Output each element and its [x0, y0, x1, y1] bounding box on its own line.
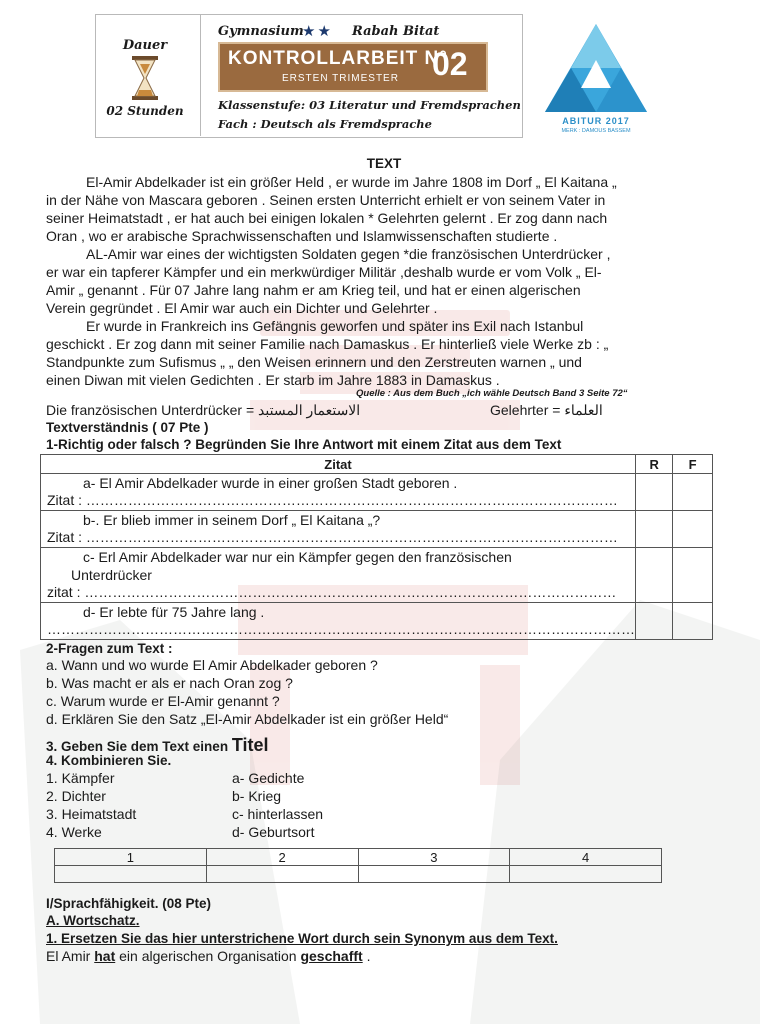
text-line: er war ein tapferer Kämpfer und ein merkwürdiger Militär ,deshalb wurde er vom Volk „ El- [46, 264, 602, 280]
text-line: Standpunkte zum Sufismus „ „ den Weisen erinnern und den Zerstreuten warnen „ und [46, 354, 582, 370]
question-1: 1-Richtig oder falsch ? Begründen Sie Ihre Antwort mit einem Zitat aus dem Text [46, 437, 562, 452]
text-line: Verein gegründet . El Amir war auch ein Dichter und Gelehrter . [46, 300, 438, 316]
left-term: 2. Dichter [46, 788, 106, 804]
f-checkbox[interactable] [673, 548, 713, 603]
text-line: Oran , wo er arabische Sprachwissenschaften und Islamwissenschaften studierte . [46, 228, 558, 244]
r-checkbox[interactable] [636, 548, 673, 603]
f-checkbox[interactable] [673, 474, 713, 511]
source-note: Quelle : Aus dem Buch „ich wähle Deutsch Band 3 Seite 72“ [356, 388, 628, 399]
question-item: d. Erklären Sie den Satz „El-Amir Abdelkader ist ein größer Held“ [46, 711, 449, 727]
true-false-table [40, 454, 713, 640]
match-answer-cell[interactable] [206, 866, 358, 883]
statement-text: d- Er lebte für 75 Jahre lang . [83, 604, 265, 620]
header-divider [200, 14, 201, 136]
zitat-field[interactable]: ……………………………………………………………………………………………………………… [47, 621, 635, 637]
right-term: c- hinterlassen [232, 806, 324, 822]
question-2: 2-Fragen zum Text : [46, 641, 173, 656]
zitat-field[interactable]: Zitat : …………………………………………………………………………………………………… [47, 529, 618, 545]
r-checkbox[interactable] [636, 603, 673, 640]
col-header-r: R [636, 455, 673, 474]
left-term: 3. Heimatstadt [46, 806, 137, 822]
question-3-emphasis: Titel [231, 735, 269, 755]
star-icons: ★★ [302, 23, 333, 40]
right-term: d- Geburtsort [232, 824, 315, 840]
vocabulary-heading: A. Wortschatz. [46, 913, 140, 928]
logo-subtext: MERK : DAMOUS BASSEM [561, 128, 631, 134]
left-term: 1. Kämpfer [46, 770, 115, 786]
underlined-word: hat [94, 948, 116, 964]
text-line: in der Nähe von Mascara geboren . Seinen ersten Unterricht erhielt er von seinem Vater in [46, 192, 606, 208]
duration-label: Dauer [122, 38, 168, 53]
school-name: Rabah Bitat [352, 24, 440, 39]
statement-text: c- Erl Amir Abdelkader war nur ein Kämpfer gegen den französischen [83, 549, 512, 565]
question-3-text: 3. Geben Sie dem Text einen [46, 739, 229, 754]
text-title: TEXT [366, 156, 402, 171]
hourglass-icon [132, 56, 158, 100]
exam-banner [218, 42, 488, 92]
col-header-f: F [673, 455, 713, 474]
glossary-entry: Die französischen Unterdrücker = الاستعمار المستبد [46, 402, 361, 418]
table-row [41, 603, 713, 640]
r-checkbox[interactable] [636, 474, 673, 511]
f-checkbox[interactable] [673, 511, 713, 548]
r-checkbox[interactable] [636, 511, 673, 548]
match-header: 3 [358, 849, 510, 866]
col-header-zitat: Zitat [41, 455, 636, 474]
sentence-part: ein algerischen Organisation [115, 948, 301, 964]
f-checkbox[interactable] [673, 603, 713, 640]
text-line: Er wurde in Frankreich ins Gefängnis geworfen und später ins Exil nach Istanbul [86, 318, 584, 334]
zitat-field[interactable]: Zitat : …………………………………………………………………………………………………… [47, 492, 618, 508]
class-level: Klassenstufe: 03 Literatur und Fremdsprachen [218, 98, 521, 112]
match-answer-cell[interactable] [510, 866, 662, 883]
text-line: AL-Amir war eines der wichtigsten Soldaten gegen *die französischen Unterdrücker , [86, 246, 611, 262]
question-item: b. Was macht er als er nach Oran zog ? [46, 675, 293, 691]
statement-text: b-. Er blieb immer in seinem Dorf „ El Kaitana „? [83, 512, 381, 528]
left-term: 4. Werke [46, 824, 102, 840]
question-item: c. Warum wurde er El-Amir genannt ? [46, 693, 280, 709]
match-answer-cell[interactable] [358, 866, 510, 883]
logo-text: ABITUR 2017 [562, 116, 630, 126]
vocabulary-sentence [46, 948, 370, 964]
table-row [41, 511, 713, 548]
match-header: 4 [510, 849, 662, 866]
statement-text: Unterdrücker [71, 567, 152, 583]
matching-table [54, 848, 662, 883]
comprehension-heading: Textverständnis ( 07 Pte ) [46, 420, 209, 435]
text-line: geschickt . Er zog dann mit seiner Familie nach Damaskus . Er hinterließ viele Werke zb : „ [46, 336, 609, 352]
sentence-part: . [362, 948, 371, 964]
vocabulary-task: 1. Ersetzen Sie das hier unterstrichene Wort durch sein Synonym aus dem Text. [46, 931, 558, 946]
match-header: 2 [206, 849, 358, 866]
triangle-logo-icon [543, 22, 649, 114]
text-line: Amir „ genannt . Für 07 Jahre lang nahm er am Krieg teil, und hat er einen algerischen [46, 282, 581, 298]
underlined-word: geschafft [300, 948, 363, 964]
statement-text: a- El Amir Abdelkader wurde in einer großen Stadt geboren . [83, 475, 458, 491]
match-answer-cell[interactable] [55, 866, 207, 883]
right-term: b- Krieg [232, 788, 282, 804]
zitat-field[interactable]: zitat : …………………………………………………………………………………………………… [47, 584, 617, 600]
table-row [41, 474, 713, 511]
glossary-entry: Gelehrter = العلماء [490, 402, 603, 418]
match-header: 1 [55, 849, 207, 866]
school-label: Gymnasium [218, 24, 304, 39]
exam-title: KONTROLLARBEIT N° [228, 48, 448, 69]
question-4: 4. Kombinieren Sie. [46, 753, 172, 768]
exam-number: 02 [432, 46, 468, 82]
question-item: a. Wann und wo wurde El Amir Abdelkader geboren ? [46, 657, 378, 673]
table-row [41, 548, 713, 603]
sentence-part: El Amir [46, 948, 95, 964]
language-heading: I/Sprachfähigkeit. (08 Pte) [46, 896, 212, 911]
right-term: a- Gedichte [232, 770, 305, 786]
duration-value: 02 Stunden [106, 104, 184, 118]
text-line: einen Diwan mit vielen Gedichten . Er starb im Jahre 1883 in Damaskus . [46, 372, 500, 388]
text-line: seiner Heimatstadt , er hat auch bei einigen lokalen * Gelehrten gelernt . Er zog dann nach [46, 210, 608, 226]
subject: Fach : Deutsch als Fremdsprache [218, 117, 432, 131]
text-line: El-Amir Abdelkader ist ein größer Held , er wurde im Jahre 1808 im Dorf „ El Kaitana „ [86, 174, 617, 190]
trimester-label: ERSTEN TRIMESTER [282, 73, 399, 84]
